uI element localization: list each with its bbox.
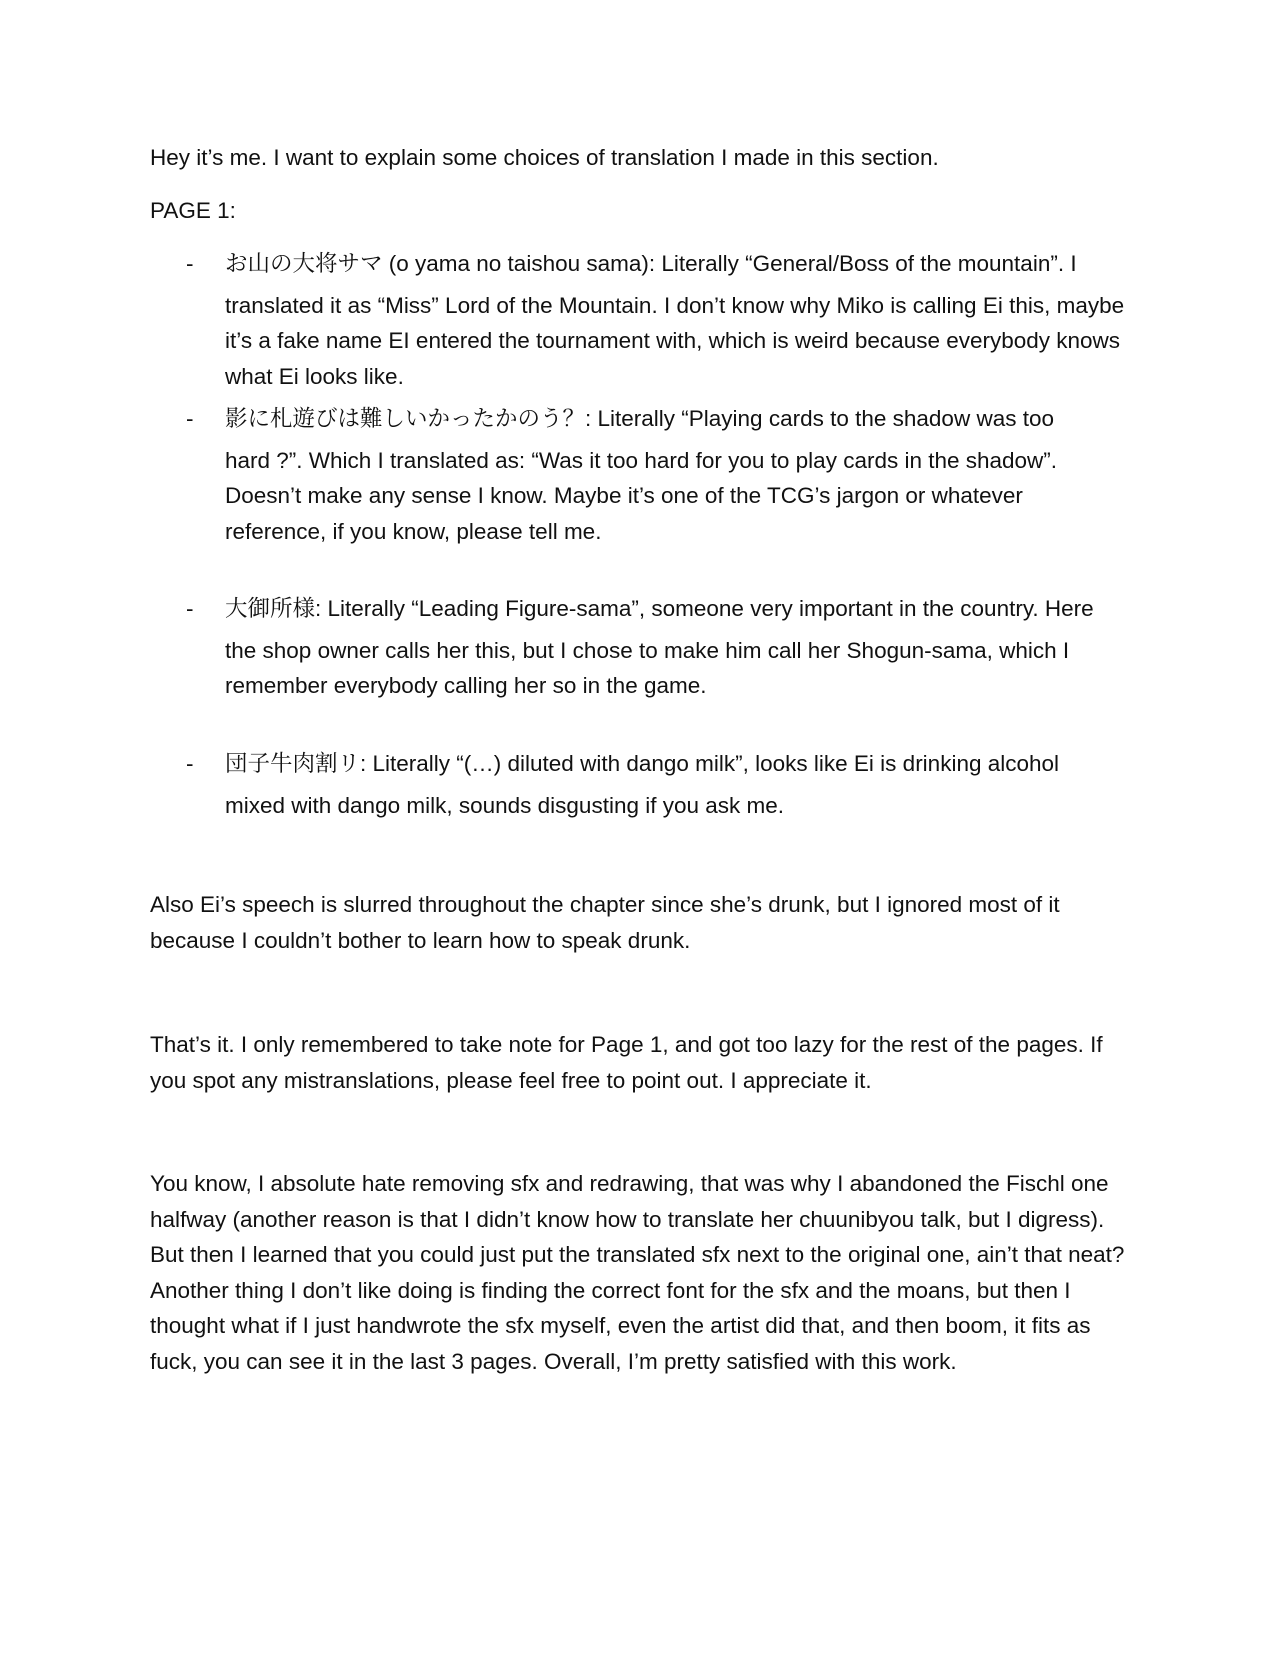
note-text [225,591,1130,704]
bullet-dash: - [186,596,194,621]
page-heading: PAGE 1: [150,198,236,223]
bullet-dash: - [186,406,194,431]
note-text [225,246,1130,394]
note-continuation: hard ?”. Which I translated as: “Was it too hard for you to play cards in the shadow”. Doesn’t make any sense I know. Maybe it’s one of the TCG’s jargon or whatever reference, if you know, please tell me. [225,447,1058,544]
closing-note-paragraph: That’s it. I only remembered to take note for Page 1, and got too lazy for the rest of the pages. If you spot any mistranslations, please feel free to point out. I appreciate it. [150,1032,1103,1093]
note-first-line: 団子牛肉割リ: Literally “(…) diluted with dango milk”, looks like Ei is drinking alcohol [225,751,1060,776]
bullet-dash: - [186,251,194,276]
note-first-line: お山の大将サマ (o yama no taishou sama): Literally “General/Boss of the mountain”. I [225,251,1077,276]
slurred-speech-paragraph: Also Ei’s speech is slurred throughout the chapter since she’s drunk, but I ignored most of it because I couldn’t bother to learn how to speak drunk. [150,892,1060,953]
intro-paragraph: Hey it’s me. I want to explain some choices of translation I made in this section. [150,145,939,170]
note-text [225,401,1130,549]
note-first-line: 大御所様: Literally “Leading Figure-sama”, someone very important in the country. Here [225,596,1094,621]
note-continuation: the shop owner calls her this, but I chose to make him call her Shogun-sama, which I remember everybody calling her so in the game. [225,637,1070,698]
note-continuation: mixed with dango milk, sounds disgusting if you ask me. [225,792,785,818]
sfx-paragraph: You know, I absolute hate removing sfx and redrawing, that was why I abandoned the Fischl one halfway (another reason is that I didn’t know how to translate her chuunibyou talk, but I digress). But then I learned that you could just put the translated sfx next to the original one, ain’t that neat? Another thing I don’t like doing is finding the correct font for the sfx and the moans, but then I thought what if I just handwrote the sfx myself, even the artist did that, and then boom, it fits as fuck, you can see it in the last 3 pages. Overall, I’m pretty satisfied with this work. [150,1171,1125,1374]
note-first-line: 影に札遊びは難しいかったかのう？: Literally “Playing cards to the shadow was too [225,406,1054,431]
note-text [225,746,1130,823]
note-continuation: translated it as “Miss” Lord of the Mountain. I don’t know why Miko is calling Ei this, maybe it’s a fake name EI entered the tournament with, which is weird because everybody knows what Ei looks like. [225,292,1125,389]
bullet-dash: - [186,751,194,776]
